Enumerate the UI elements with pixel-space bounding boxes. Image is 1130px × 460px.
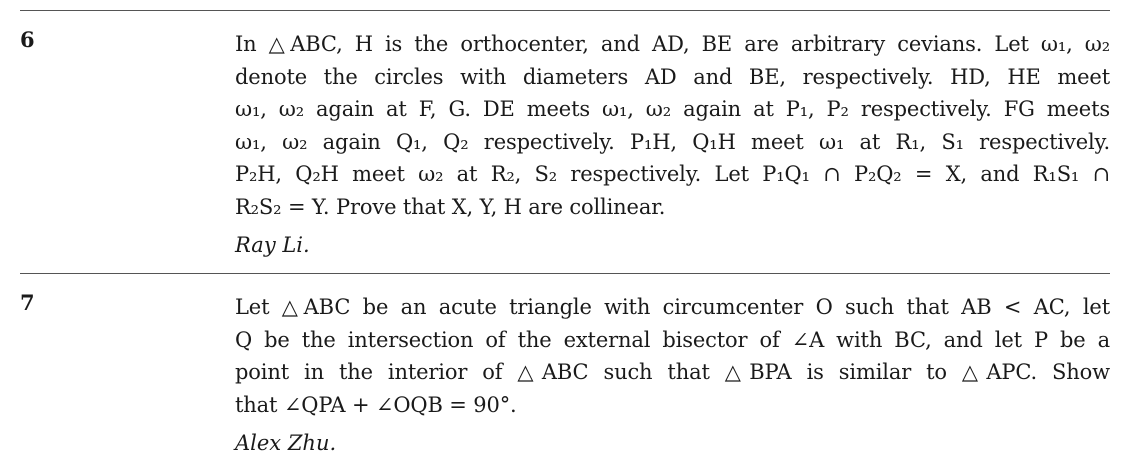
statement-line: ω₁, ω₂ again Q₁, Q₂ respectively. P₁H, Q₁H meet ω₁ at R₁, S₁ respectively. — [235, 129, 1110, 154]
statement-line: P₂H, Q₂H meet ω₂ at R₂, S₂ respectively. Let P₁Q₁ ∩ P₂Q₂ = X, and R₁S₁ ∩ — [235, 162, 1110, 186]
problem-author: Ray Li. — [235, 233, 310, 257]
problem-number: 7 — [20, 290, 35, 315]
statement-line: Q be the intersection of the external bisector of ∠A with BC, and let P be a — [235, 327, 1110, 352]
problem-author: Alex Zhu. — [235, 431, 337, 455]
problem-body — [235, 291, 1110, 459]
section-divider — [20, 273, 1110, 274]
statement-line: denote the circles with diameters AD and BE, respectively. HD, HE meet — [235, 64, 1110, 89]
statement-line: ω₁, ω₂ again at F, G. DE meets ω₁, ω₂ again at P₁, P₂ respectively. FG meets — [235, 97, 1110, 121]
problem-statement — [235, 28, 1110, 223]
statement-line: R₂S₂ = Y. Prove that X, Y, H are collinear. — [235, 194, 666, 219]
problem-number: 6 — [20, 27, 35, 52]
top-divider — [20, 10, 1110, 11]
statement-line: that ∠QPA + ∠OQB = 90°. — [235, 392, 517, 417]
statement-line: In △ABC, H is the orthocenter, and AD, BE are arbitrary cevians. Let ω₁, ω₂ — [235, 32, 1110, 56]
statement-line: point in the interior of △ABC such that △BPA is similar to △APC. Show — [235, 360, 1110, 384]
statement-line: Let △ABC be an acute triangle with circumcenter O such that AB < AC, let — [235, 295, 1110, 319]
problem-body — [235, 28, 1110, 261]
problem-statement — [235, 291, 1110, 421]
